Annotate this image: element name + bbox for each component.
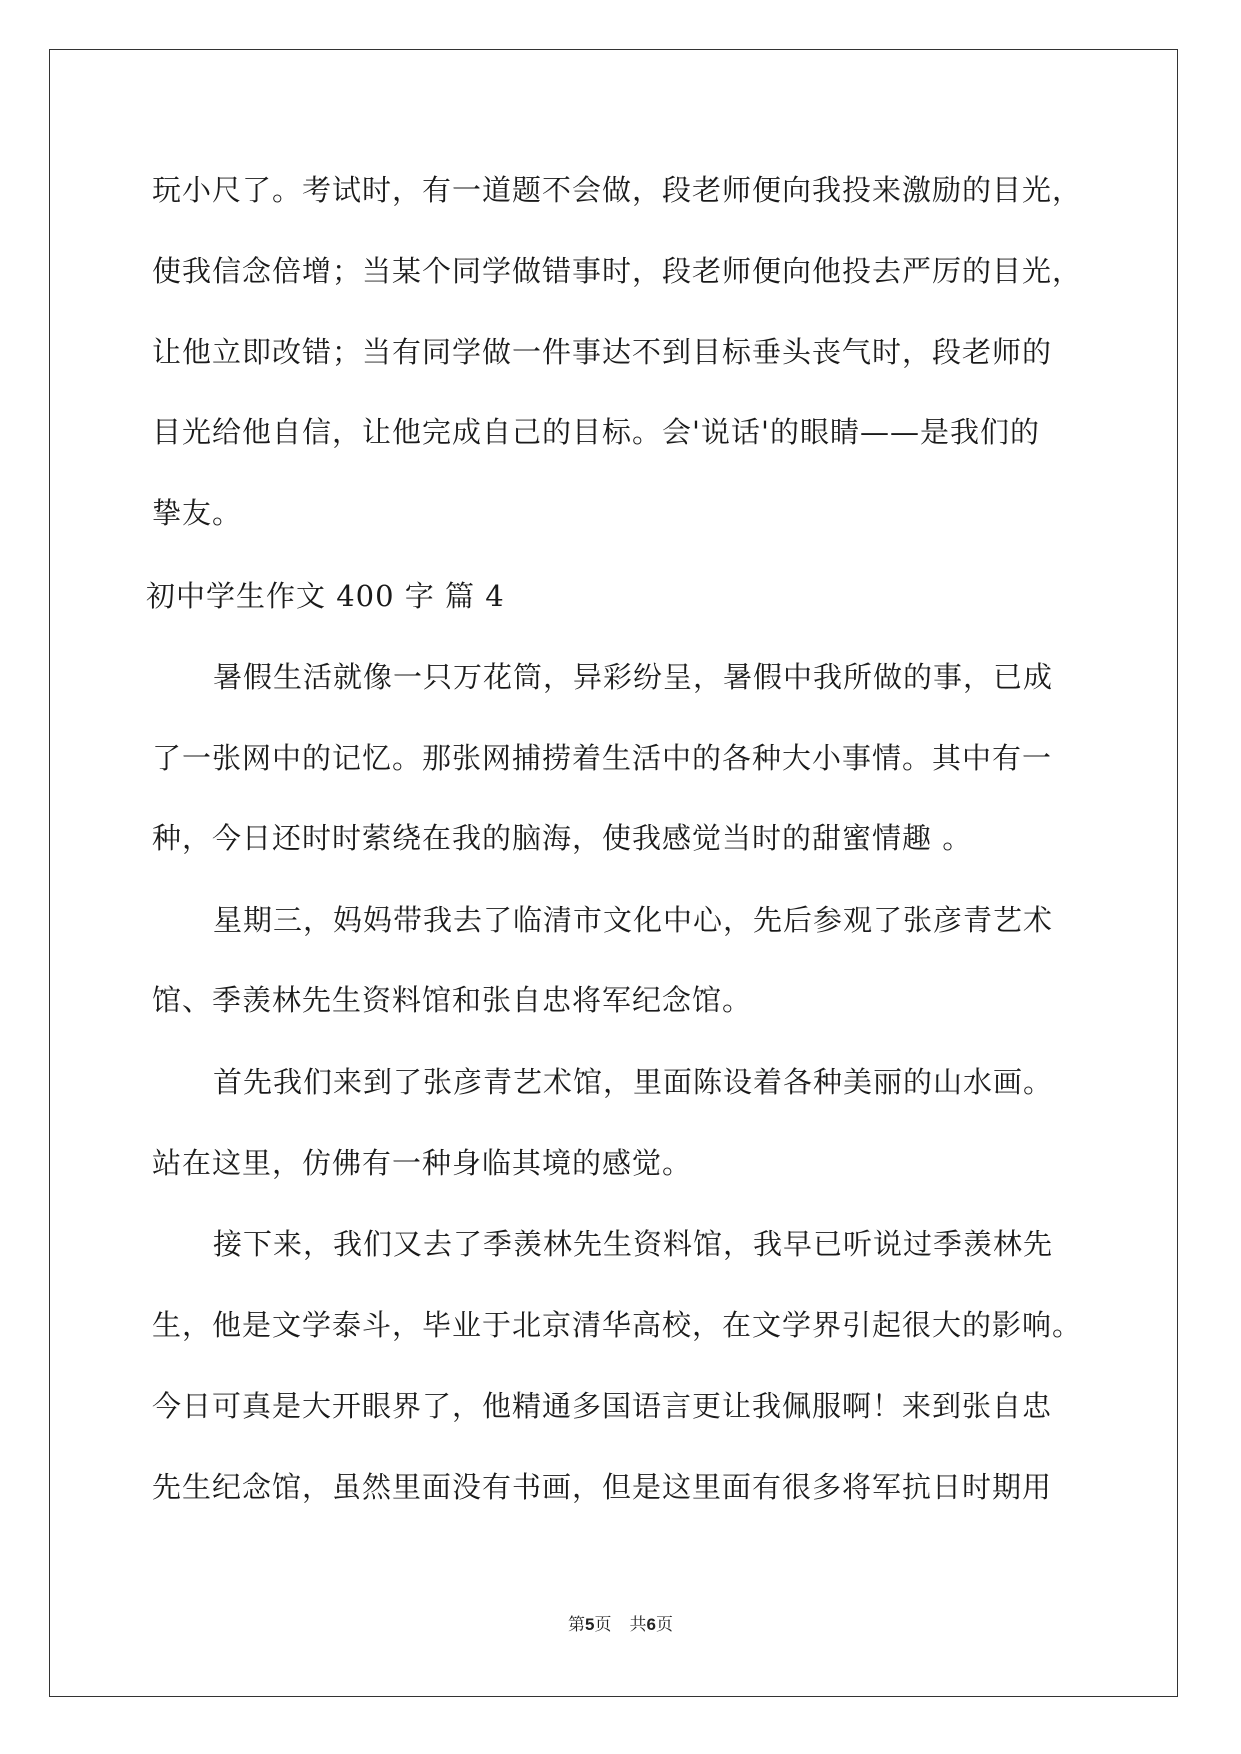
section-heading: 初中学生作文 400 字 篇 4 [146, 579, 505, 613]
text-line: 馆、季羡林先生资料馆和张自忠将军纪念馆。 [152, 983, 753, 1017]
text-line: 暑假生活就像一只万花筒，异彩纷呈，暑假中我所做的事，已成 [213, 660, 1054, 694]
text-line: 玩小尺了。考试时，有一道题不会做，段老师便向我投来激励的目光， [152, 173, 1083, 207]
text-line: 星期三，妈妈带我去了临清市文化中心，先后参观了张彦青艺术 [213, 903, 1054, 937]
page-border [49, 49, 1178, 1697]
total-prefix: 共 [629, 1615, 647, 1635]
total-suffix: 页 [655, 1615, 673, 1635]
text-line: 今日可真是大开眼界了，他精通多国语言更让我佩服啊！来到张自忠 [152, 1389, 1053, 1423]
text-line: 了一张网中的记忆。那张网捕捞着生活中的各种大小事情。其中有一 [152, 741, 1053, 775]
text-line: 种，今日还时时萦绕在我的脑海，使我感觉当时的甜蜜情趣 。 [152, 821, 973, 855]
page-footer [0, 1614, 1241, 1636]
total-pages: 6 [646, 1615, 656, 1634]
text-line: 首先我们来到了张彦青艺术馆，里面陈设着各种美丽的山水画。 [213, 1065, 1054, 1099]
text-line: 生，他是文学泰斗，毕业于北京清华高校，在文学界引起很大的影响。 [152, 1308, 1083, 1342]
text-line: 接下来，我们又去了季羡林先生资料馆，我早已听说过季羡林先 [213, 1227, 1054, 1261]
text-line: 先生纪念馆，虽然里面没有书画，但是这里面有很多将军抗日时期用 [152, 1470, 1053, 1504]
page-suffix: 页 [594, 1615, 612, 1635]
page-number: 5 [585, 1615, 595, 1634]
text-line: 站在这里，仿佛有一种身临其境的感觉。 [152, 1146, 693, 1180]
text-line: 让他立即改错；当有同学做一件事达不到目标垂头丧气时，段老师的 [152, 335, 1053, 369]
text-line: 目光给他自信，让他完成自己的目标。会'说话'的眼睛——是我们的 [152, 415, 1040, 449]
text-line: 使我信念倍增；当某个同学做错事时，段老师便向他投去严厉的目光， [152, 254, 1083, 288]
page-prefix: 第 [568, 1615, 586, 1635]
text-line: 挚友。 [152, 496, 243, 530]
